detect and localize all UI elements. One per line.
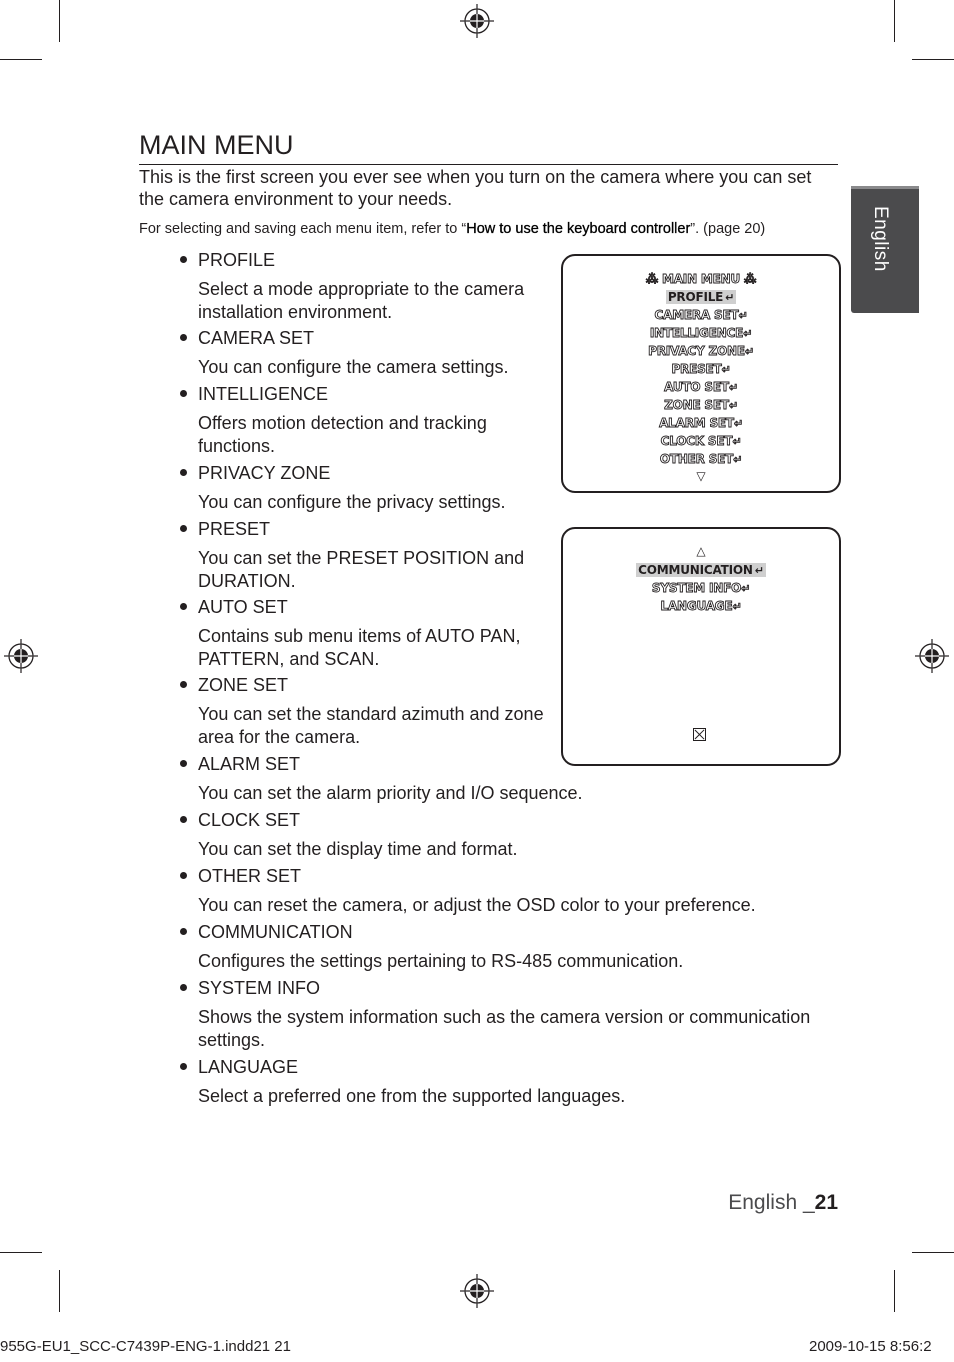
item-title: ALARM SET: [198, 754, 301, 774]
print-slug-timestamp: 2009-10-15 8:56:2: [809, 1338, 932, 1355]
osd-menu-item: INTELLIGENCE↵: [649, 326, 753, 340]
bullet-icon: [180, 603, 187, 610]
osd-header: ⁂ MAIN MENU ⁂: [645, 272, 757, 286]
osd-screen-main-menu: [561, 254, 841, 493]
osd-menu-item: OTHER SET↵: [659, 452, 743, 466]
item-title: INTELLIGENCE: [198, 384, 329, 404]
reference-note-prefix: For selecting and saving each menu item, refer to “: [139, 221, 467, 237]
crop-mark: [59, 1270, 60, 1312]
print-slug-filename: 955G-EU1_SCC-C7439P-ENG-1.indd21 21: [0, 1338, 291, 1355]
scroll-down-icon: ▽: [696, 469, 706, 483]
osd-menu-item: ZONE SET↵: [664, 398, 738, 412]
crop-mark: [894, 0, 895, 42]
enter-icon: ↵: [743, 327, 753, 340]
item-description: You can set the PRESET POSITION and DURATION.: [198, 548, 525, 591]
item-description: You can set the display time and format.: [198, 839, 518, 859]
item-description: Select a mode appropriate to the camera installation environment.: [198, 279, 525, 322]
enter-icon: ↵: [741, 582, 751, 595]
scroll-up-icon: △: [696, 544, 706, 558]
language-side-tab: [851, 186, 919, 313]
item-description: Contains sub menu items of AUTO PAN, PATTERN, and SCAN.: [198, 626, 521, 669]
intro-text: This is the first screen you ever see when you turn on the camera where you can set the camera environment to your needs.: [139, 167, 812, 209]
bullet-icon: [180, 928, 187, 935]
item-description: You can set the alarm priority and I/O sequence.: [198, 783, 583, 803]
bullet-icon: [180, 256, 187, 263]
bullet-icon: [180, 816, 187, 823]
osd-menu-item: CAMERA SET↵: [654, 308, 748, 322]
osd-menu-item: AUTO SET↵: [664, 380, 738, 394]
page-number: English _21: [728, 1191, 838, 1214]
crop-mark: [59, 0, 60, 42]
bullet-icon: [180, 469, 187, 476]
osd-menu-item: PRESET↵: [671, 362, 731, 376]
item-title: AUTO SET: [198, 597, 288, 617]
crop-mark: [912, 1252, 954, 1253]
item-title: CLOCK SET: [198, 810, 301, 830]
osd-menu-item: ALARM SET↵: [659, 416, 743, 430]
item-description: Select a preferred one from the supported languages.: [198, 1086, 626, 1106]
registration-mark-icon: [460, 1274, 494, 1308]
item-description: You can set the standard azimuth and zone area for the camera.: [198, 704, 544, 747]
bullet-icon: [180, 390, 187, 397]
registration-mark-icon: [460, 4, 494, 38]
enter-icon: ↵: [754, 564, 764, 577]
bullet-icon: [180, 872, 187, 879]
bullet-icon: [180, 760, 187, 767]
crop-mark: [0, 59, 42, 60]
enter-icon: ↵: [728, 399, 738, 412]
enter-icon: ↵: [733, 417, 743, 430]
osd-menu-item-profile: PROFILE ↵: [667, 290, 735, 304]
osd-menu-item: LANGUAGE↵: [660, 599, 742, 613]
osd-screen-main-menu-page2: [561, 527, 841, 766]
osd-menu-item: CLOCK SET↵: [660, 434, 742, 448]
item-title: PROFILE: [198, 250, 276, 270]
crop-mark: [912, 59, 954, 60]
bullet-icon: [180, 525, 187, 532]
item-title: PRESET: [198, 519, 271, 539]
crop-mark: [894, 1270, 895, 1312]
enter-icon: ↵: [728, 381, 738, 394]
item-title: PRIVACY ZONE: [198, 463, 331, 483]
osd-menu-item: SYSTEM INFO↵: [651, 581, 751, 595]
item-title: SYSTEM INFO: [198, 978, 321, 998]
item-description: Shows the system information such as the camera version or communication settings.: [198, 1007, 811, 1050]
registration-mark-icon: [915, 639, 949, 673]
item-title: LANGUAGE: [198, 1057, 299, 1077]
reference-note: [139, 219, 839, 239]
registration-mark-icon: [4, 639, 38, 673]
item-title: OTHER SET: [198, 866, 302, 886]
bullet-icon: [180, 334, 187, 341]
item-description: You can reset the camera, or adjust the OSD color to your preference.: [198, 895, 756, 915]
item-description: Configures the settings pertaining to RS-485 communication.: [198, 951, 684, 971]
bullet-icon: [180, 681, 187, 688]
bullet-icon: [180, 984, 187, 991]
reference-note-suffix: ”. (page 20): [690, 221, 766, 237]
enter-icon: ↵: [721, 363, 731, 376]
osd-menu-item-communication: COMMUNICATION ↵: [638, 563, 764, 577]
enter-icon: ↵: [733, 453, 743, 466]
crop-mark: [0, 1252, 42, 1253]
reference-note-link: How to use the keyboard controller: [466, 221, 691, 237]
osd-menu-item: PRIVACY ZONE↵: [648, 344, 754, 358]
enter-icon: ↵: [725, 291, 735, 304]
item-description: You can configure the privacy settings.: [198, 492, 506, 512]
item-description: Offers motion detection and tracking functions.: [198, 413, 487, 456]
enter-icon: ↵: [738, 309, 748, 322]
close-icon: [693, 728, 706, 741]
enter-icon: ↵: [744, 345, 754, 358]
item-title: CAMERA SET: [198, 328, 315, 348]
item-title: COMMUNICATION: [198, 922, 353, 942]
enter-icon: ↵: [732, 600, 742, 613]
enter-icon: ↵: [732, 435, 742, 448]
item-description: You can configure the camera settings.: [198, 357, 509, 377]
page-title: MAIN MENU: [139, 130, 838, 165]
item-title: ZONE SET: [198, 675, 289, 695]
bullet-icon: [180, 1063, 187, 1070]
side-tab-label: English: [870, 206, 891, 272]
